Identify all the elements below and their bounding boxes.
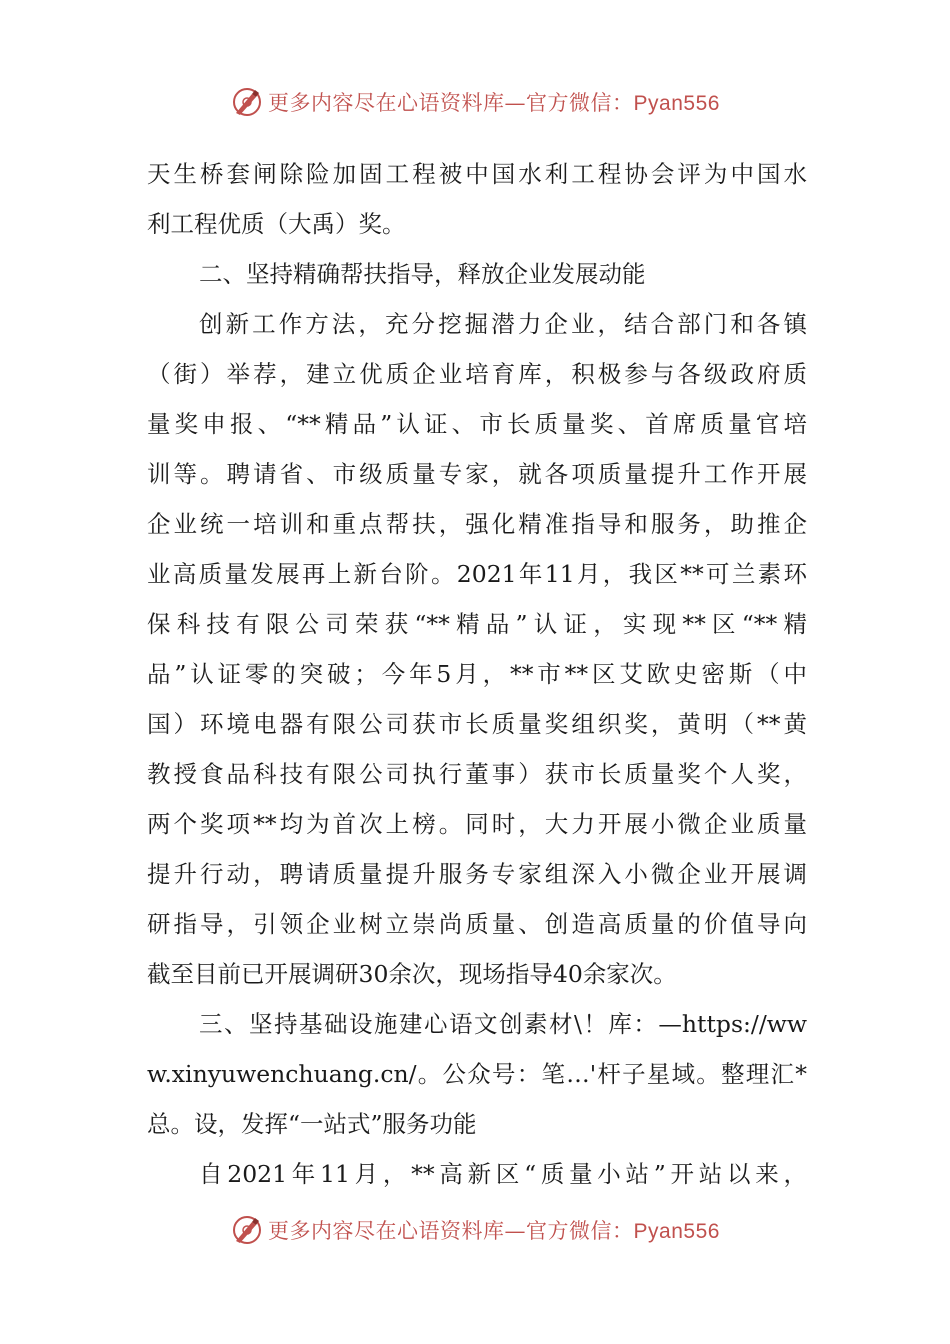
document-body	[147, 149, 807, 1199]
body-line: w.xinyuwenchuang.cn/。公众号：笔…'杆子星域。整理汇*	[147, 1060, 807, 1088]
body-line: 创新工作方法，充分挖掘潜力企业，结合部门和各镇	[199, 310, 807, 338]
body-line: 企业统一培训和重点帮扶，强化精准指导和服务，助推企	[147, 510, 807, 538]
banner-text: 更多内容尽在心语资料库—官方微信：Pyan556	[268, 1219, 720, 1243]
banner-text: 更多内容尽在心语资料库—官方微信：Pyan556	[268, 91, 720, 115]
body-line: 天生桥套闸除险加固工程被中国水利工程协会评为中国水	[147, 160, 807, 188]
section-heading-2: 二、坚持精确帮扶指导，释放企业发展动能	[199, 260, 646, 288]
body-line: 国）环境电器有限公司获市长质量奖组织奖，黄明（**黄	[147, 710, 807, 738]
body-line: 研指导，引领企业树立崇尚质量、创造高质量的价值导向	[147, 910, 807, 938]
section-heading-3: 三、坚持基础设施建心语文创素材\！库：—https://ww	[199, 1010, 807, 1038]
body-line: 两个奖项**均为首次上榜。同时，大力开展小微企业质量	[147, 810, 807, 838]
body-line: 总。设，发挥“一站式”服务功能	[147, 1110, 477, 1138]
header-watermark-banner	[0, 82, 950, 122]
body-line: 自2021年11月，**高新区“质量小站”开站以来，	[199, 1160, 807, 1188]
body-line: 截至目前已开展调研30余次，现场指导40余家次。	[147, 960, 677, 988]
body-line: （街）举荐，建立优质企业培育库，积极参与各级政府质	[147, 360, 807, 388]
body-line: 量奖申报、“**精品”认证、市长质量奖、首席质量官培	[147, 410, 807, 438]
body-line: 利工程优质（大禹）奖。	[147, 210, 406, 238]
body-line: 教授食品科技有限公司执行董事）获市长质量奖个人奖，	[147, 760, 807, 788]
body-line: 提升行动，聘请质量提升服务专家组深入小微企业开展调	[147, 860, 807, 888]
pen-logo-icon	[230, 1213, 264, 1247]
footer-watermark-banner	[0, 1210, 950, 1250]
body-line: 保科技有限公司荣获“**精品”认证，实现**区“**精	[147, 610, 807, 638]
body-line: 训等。聘请省、市级质量专家，就各项质量提升工作开展	[147, 460, 807, 488]
pen-logo-icon	[230, 85, 264, 119]
body-line: 品”认证零的突破；今年5月，**市**区艾欧史密斯（中	[147, 660, 807, 688]
body-line: 业高质量发展再上新台阶。2021年11月，我区**可兰素环	[147, 560, 807, 588]
